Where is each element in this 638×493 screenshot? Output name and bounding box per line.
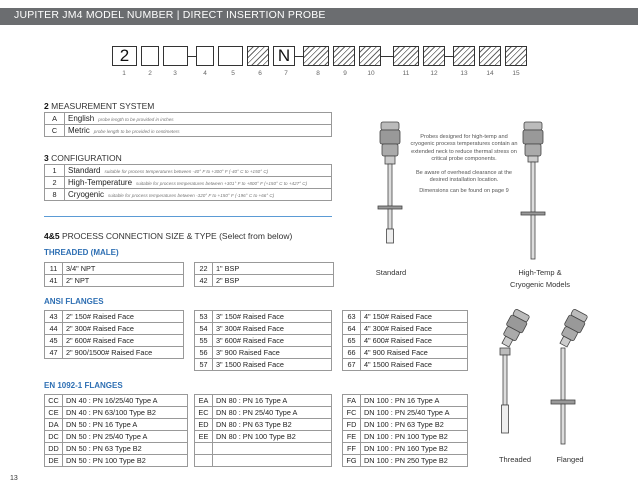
- code-cell: [195, 455, 213, 467]
- table-row: [343, 395, 468, 407]
- code-cell: A: [45, 113, 65, 125]
- option-cell: DN 40 : PN 63/100 Type B2: [63, 407, 188, 419]
- model-box-11: [393, 46, 419, 66]
- model-box-5: [218, 46, 243, 66]
- flanged-probe-illustration: [538, 306, 588, 454]
- code-cell: DD: [45, 443, 63, 455]
- table-row: [45, 455, 188, 467]
- model-box-4: [196, 46, 214, 66]
- option-cell: DN 80 : PN 100 Type B2: [213, 431, 332, 443]
- section-label: PROCESS CONNECTION SIZE & TYPE (Select from below): [61, 231, 293, 241]
- option-cell: [65, 125, 332, 137]
- hightemp-probe-illustration: [515, 120, 551, 262]
- option-cell: DN 100 : PN 25/40 Type A: [361, 407, 468, 419]
- position-number: 9: [343, 70, 347, 77]
- code-cell: 55: [195, 335, 213, 347]
- position-number: 15: [512, 70, 520, 77]
- table-row: [195, 443, 332, 455]
- option-name: High-Temperature: [68, 178, 133, 187]
- option-cell: [213, 443, 332, 455]
- table-row: [343, 323, 468, 335]
- page-number: 13: [10, 475, 18, 482]
- en-title: EN 1092-1 FLANGES: [44, 381, 123, 390]
- code-cell: 41: [45, 275, 63, 287]
- section-number: 3: [44, 153, 49, 163]
- measurement-heading: [44, 101, 154, 111]
- table-row: [195, 419, 332, 431]
- option-cell: 3/4" NPT: [63, 263, 184, 275]
- note-clearance: Be aware of overhead clearance at the desired installation location.: [415, 170, 513, 184]
- caption-standard: Standard: [375, 268, 407, 277]
- option-cell: 2" 600# Raised Face: [63, 335, 184, 347]
- code-cell: 64: [343, 323, 361, 335]
- model-box-1: 2: [112, 46, 137, 66]
- table-row: [45, 125, 332, 137]
- table-row: [45, 419, 188, 431]
- header-bar: [0, 8, 638, 25]
- page-title: JUPITER JM4 MODEL NUMBER | DIRECT INSERTION PROBE: [14, 9, 326, 21]
- option-note: probe length to be provided in centimeters: [93, 129, 180, 134]
- option-cell: 3" 900 Raised Face: [213, 347, 332, 359]
- caption-hightemp: High-Temp &: [518, 268, 562, 277]
- model-box-3: [163, 46, 188, 66]
- model-box-2: [141, 46, 159, 66]
- table-row: [195, 455, 332, 467]
- table-row: [45, 165, 332, 177]
- position-number: 1: [122, 70, 126, 77]
- table-row: [195, 275, 334, 287]
- table-row: [195, 359, 332, 371]
- table-row: [343, 311, 468, 323]
- option-cell: DN 100 : PN 63 Type B2: [361, 419, 468, 431]
- option-cell: 4" 900 Raised Face: [361, 347, 468, 359]
- option-cell: [65, 113, 332, 125]
- table-row: [45, 335, 184, 347]
- table-row: [343, 443, 468, 455]
- ansi-table-b: [194, 310, 332, 371]
- code-cell: C: [45, 125, 65, 137]
- caption-threaded: Threaded: [498, 455, 532, 464]
- option-cell: DN 80 : PN 16 Type A: [213, 395, 332, 407]
- section-number: 4&5: [44, 231, 60, 241]
- option-cell: DN 80 : PN 63 Type B2: [213, 419, 332, 431]
- position-number: 13: [460, 70, 468, 77]
- position-number: 10: [367, 70, 375, 77]
- code-cell: DE: [45, 455, 63, 467]
- position-number: 2: [148, 70, 152, 77]
- model-box-12: [423, 46, 445, 66]
- table-row: [343, 455, 468, 467]
- option-cell: 3" 1500 Raised Face: [213, 359, 332, 371]
- option-cell: 3" 300# Raised Face: [213, 323, 332, 335]
- option-name: Cryogenic: [68, 190, 105, 199]
- table-row: [45, 263, 184, 275]
- table-row: [45, 347, 184, 359]
- option-cell: 2" NPT: [63, 275, 184, 287]
- option-cell: 3" 150# Raised Face: [213, 311, 332, 323]
- option-cell: 4" 600# Raised Face: [361, 335, 468, 347]
- code-cell: FF: [343, 443, 361, 455]
- option-cell: 3" 600# Raised Face: [213, 335, 332, 347]
- model-dash: [295, 56, 303, 57]
- table-row: [343, 359, 468, 371]
- model-box-15: [505, 46, 527, 66]
- note-extended-neck: Probes designed for high-temp and cryogenic process temperatures contain an extended neck to reduce thermal stress on critical probe components.: [410, 134, 518, 162]
- code-cell: 54: [195, 323, 213, 335]
- table-row: [45, 407, 188, 419]
- configuration-table: [44, 164, 332, 201]
- ansi-table-a: [44, 310, 184, 359]
- standard-probe-illustration: [372, 120, 408, 268]
- code-cell: 53: [195, 311, 213, 323]
- option-cell: [65, 189, 332, 201]
- option-note: suitable for process temperatures between -320° F to +150° F (-196° C to +66° C): [108, 193, 275, 198]
- model-box-8: [303, 46, 329, 66]
- model-box-7: N: [273, 46, 295, 66]
- ansi-table-c: [342, 310, 468, 371]
- en-table-c: [342, 394, 468, 467]
- position-number: 8: [316, 70, 320, 77]
- model-dash: [381, 56, 393, 57]
- table-row: [45, 323, 184, 335]
- configuration-heading: [44, 153, 122, 163]
- code-cell: CE: [45, 407, 63, 419]
- table-row: [343, 347, 468, 359]
- table-row: [195, 431, 332, 443]
- table-row: [45, 113, 332, 125]
- model-box-9: [333, 46, 355, 66]
- position-number: 12: [430, 70, 438, 77]
- ansi-title: ANSI FLANGES: [44, 297, 104, 306]
- code-cell: FE: [343, 431, 361, 443]
- table-row: [195, 323, 332, 335]
- position-number: 7: [284, 70, 288, 77]
- option-cell: [65, 165, 332, 177]
- code-cell: 42: [195, 275, 213, 287]
- table-row: [195, 347, 332, 359]
- option-note: suitable for process temperatures between +301° F to +800° F (+150° C to +427° C): [136, 181, 308, 186]
- option-cell: 2" 150# Raised Face: [63, 311, 184, 323]
- code-cell: FC: [343, 407, 361, 419]
- table-row: [195, 335, 332, 347]
- table-row: [343, 335, 468, 347]
- code-cell: 1: [45, 165, 65, 177]
- code-cell: 47: [45, 347, 63, 359]
- position-number: 14: [486, 70, 494, 77]
- code-cell: DC: [45, 431, 63, 443]
- code-cell: 11: [45, 263, 63, 275]
- model-box-14: [479, 46, 501, 66]
- code-cell: 2: [45, 177, 65, 189]
- option-cell: DN 50 : PN 100 Type B2: [63, 455, 188, 467]
- position-number: 5: [231, 70, 235, 77]
- option-cell: DN 100 : PN 160 Type B2: [361, 443, 468, 455]
- en-table-b: [194, 394, 332, 467]
- model-dash: [445, 56, 453, 57]
- model-dash: [188, 56, 196, 57]
- code-cell: 45: [45, 335, 63, 347]
- table-row: [195, 311, 332, 323]
- option-cell: 2" BSP: [213, 275, 334, 287]
- caption-flanged: Flanged: [556, 455, 584, 464]
- model-box-13: [453, 46, 475, 66]
- threaded-table-a: [44, 262, 184, 287]
- note-dimensions: Dimensions can be found on page 9: [419, 188, 509, 194]
- option-cell: 2" 300# Raised Face: [63, 323, 184, 335]
- option-cell: DN 100 : PN 250 Type B2: [361, 455, 468, 467]
- option-cell: [213, 455, 332, 467]
- model-box-10: [359, 46, 381, 66]
- position-number: 4: [203, 70, 207, 77]
- code-cell: 65: [343, 335, 361, 347]
- option-cell: 4" 300# Raised Face: [361, 323, 468, 335]
- option-cell: 4" 150# Raised Face: [361, 311, 468, 323]
- table-row: [45, 177, 332, 189]
- code-cell: 44: [45, 323, 63, 335]
- code-cell: 43: [45, 311, 63, 323]
- option-name: Metric: [68, 126, 90, 135]
- code-cell: FA: [343, 395, 361, 407]
- table-row: [45, 275, 184, 287]
- code-cell: 22: [195, 263, 213, 275]
- option-cell: DN 100 : PN 16 Type A: [361, 395, 468, 407]
- section-divider: [44, 216, 332, 217]
- table-row: [343, 419, 468, 431]
- code-cell: 56: [195, 347, 213, 359]
- option-note: probe length to be provided in inches: [98, 117, 174, 122]
- code-cell: 67: [343, 359, 361, 371]
- code-cell: ED: [195, 419, 213, 431]
- option-cell: 4" 1500 Raised Face: [361, 359, 468, 371]
- table-row: [45, 443, 188, 455]
- code-cell: 63: [343, 311, 361, 323]
- option-name: Standard: [68, 166, 101, 175]
- threaded-title: THREADED (MALE): [44, 248, 119, 257]
- table-row: [195, 263, 334, 275]
- section-label: MEASUREMENT SYSTEM: [51, 101, 155, 111]
- table-row: [195, 395, 332, 407]
- code-cell: FD: [343, 419, 361, 431]
- table-row: [343, 407, 468, 419]
- code-cell: DA: [45, 419, 63, 431]
- position-number: 6: [258, 70, 262, 77]
- table-row: [45, 431, 188, 443]
- option-cell: DN 100 : PN 100 Type B2: [361, 431, 468, 443]
- option-cell: [65, 177, 332, 189]
- option-name: English: [68, 114, 95, 123]
- code-cell: CC: [45, 395, 63, 407]
- section-label: CONFIGURATION: [51, 153, 122, 163]
- position-number: 11: [402, 70, 410, 77]
- code-cell: EE: [195, 431, 213, 443]
- option-note: suitable for process temperatures between -40° F to +300° F (-40° C to +150° C): [104, 169, 269, 174]
- code-cell: 57: [195, 359, 213, 371]
- code-cell: EA: [195, 395, 213, 407]
- option-cell: DN 40 : PN 16/25/40 Type A: [63, 395, 188, 407]
- option-cell: DN 50 : PN 63 Type B2: [63, 443, 188, 455]
- table-row: [45, 189, 332, 201]
- threaded-probe-illustration: [480, 306, 530, 454]
- code-cell: 8: [45, 189, 65, 201]
- code-cell: 66: [343, 347, 361, 359]
- code-cell: FG: [343, 455, 361, 467]
- model-box-6: [247, 46, 269, 66]
- threaded-table-b: [194, 262, 334, 287]
- table-row: [45, 311, 184, 323]
- table-row: [45, 395, 188, 407]
- measurement-table: [44, 112, 332, 137]
- option-cell: 2" 900/1500# Raised Face: [63, 347, 184, 359]
- table-row: [195, 407, 332, 419]
- option-cell: DN 50 : PN 16 Type A: [63, 419, 188, 431]
- caption-cryogenic: Cryogenic Models: [509, 280, 571, 289]
- option-cell: DN 50 : PN 25/40 Type A: [63, 431, 188, 443]
- en-table-a: [44, 394, 188, 467]
- connection-heading: [44, 231, 292, 241]
- option-cell: 1" BSP: [213, 263, 334, 275]
- code-cell: EC: [195, 407, 213, 419]
- option-cell: DN 80 : PN 25/40 Type A: [213, 407, 332, 419]
- section-number: 2: [44, 101, 49, 111]
- table-row: [343, 431, 468, 443]
- code-cell: [195, 443, 213, 455]
- position-number: 3: [173, 70, 177, 77]
